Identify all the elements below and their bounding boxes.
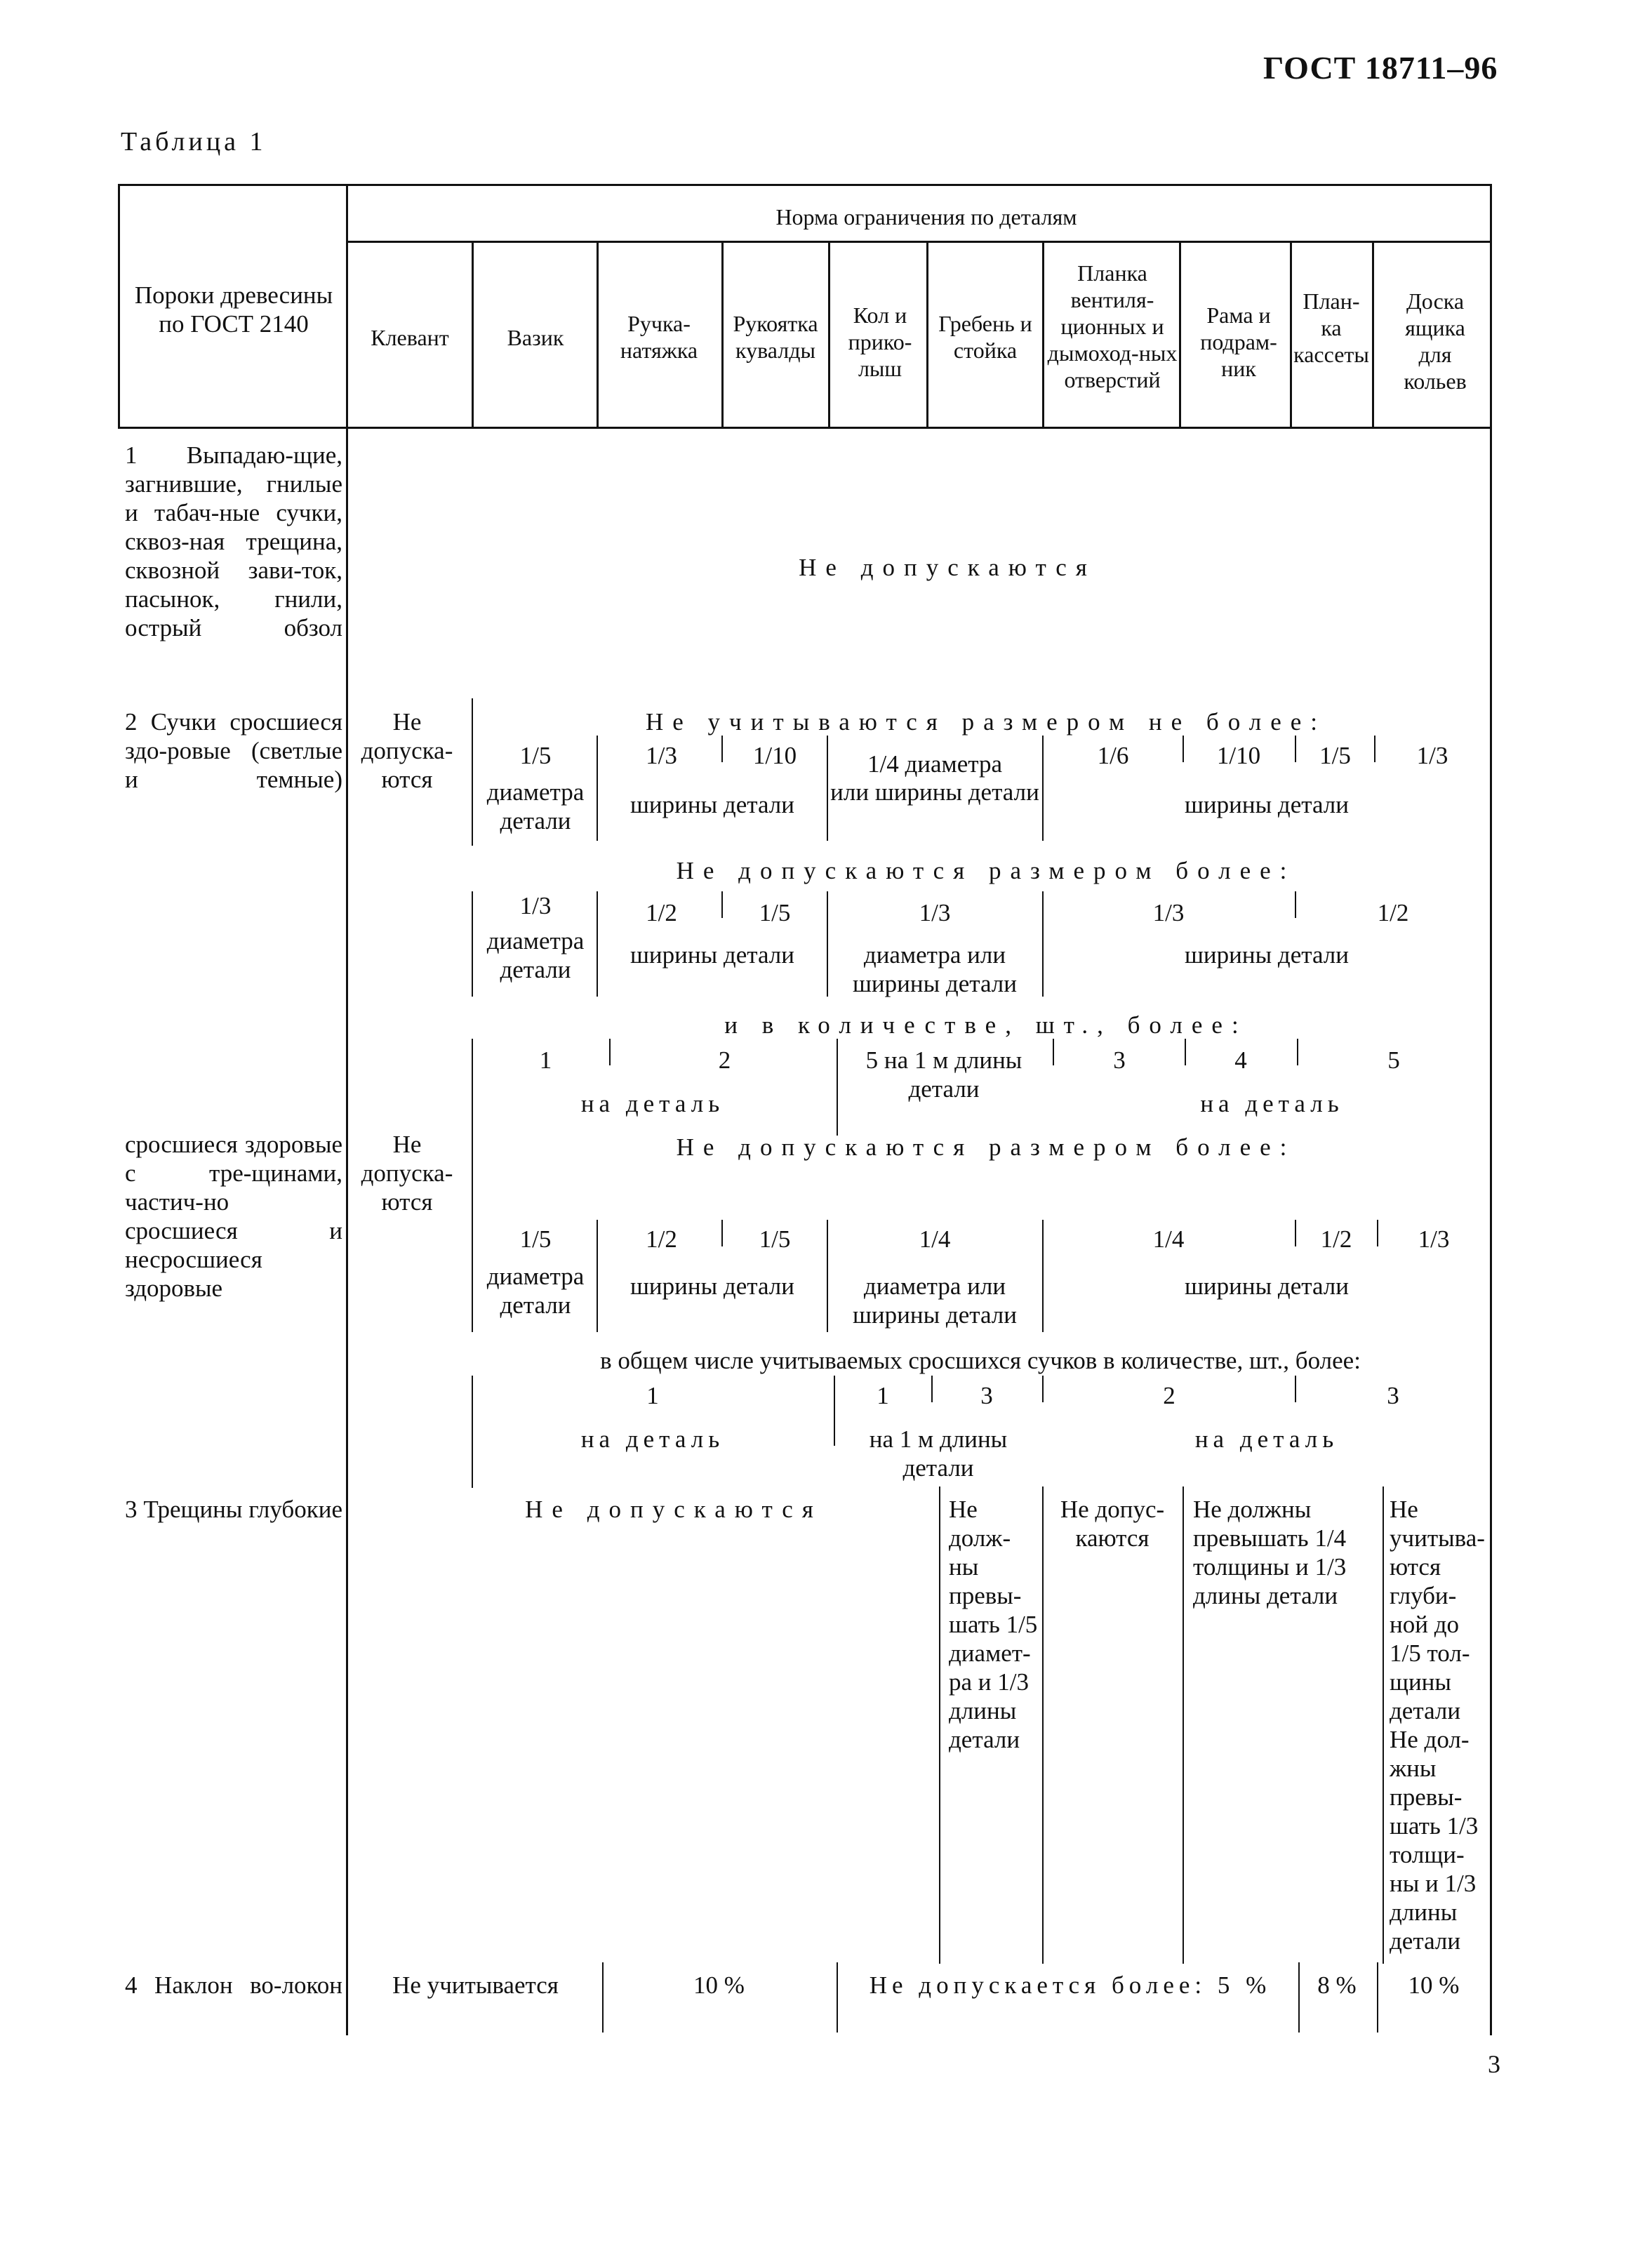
norm-group-header: Норма ограничения по деталям [775, 204, 1077, 230]
row2b-total-doska: 3 [1387, 1382, 1399, 1409]
col-header-kol: Кол и прико-лыш [848, 302, 912, 381]
row2-nc-width: ширины детали [630, 791, 794, 818]
row1-value: Не допускаются [799, 554, 1096, 581]
row2b-kasseta-fraction: 1/2 [1320, 1225, 1352, 1253]
row2b-not-allowed-head: Не допускаются размером более: [676, 1133, 1296, 1161]
row2b-vazik-unit: диаметра детали [486, 1263, 585, 1319]
row2-na-doska-fraction: 1/2 [1377, 899, 1409, 926]
row2b-width-2: ширины детали [1184, 1272, 1349, 1300]
col-header-planka: Планка вентиля-ционных и дымоход-ных отверстий [1047, 260, 1178, 392]
col-header-rukoyatka: Рукоятка кувалды [733, 311, 818, 363]
row4-klevant-vazik: Не учитывается [392, 1971, 559, 1999]
row2-na-width: ширины детали [630, 941, 794, 969]
row2-nc-planka-fraction: 1/6 [1097, 742, 1129, 769]
row2-label: 2 Сучки сросшиеся здо-ровые (светлые и темные) [125, 708, 342, 793]
row2b-label: сросшиеся здоровые с тре-щинами, частич-но сросшиеся и несросшиеся здоровые [125, 1131, 342, 1302]
row2b-klevant-value: Не допуска-ются [361, 1131, 453, 1216]
table-title: Таблица 1 [121, 127, 267, 157]
row2b-per-part: на деталь [580, 1425, 725, 1453]
row3-label: 3 Трещины глубокие [125, 1496, 342, 1523]
row2b-rukoyatka-fraction: 1/5 [759, 1225, 791, 1253]
row2-per-part: на деталь [580, 1090, 725, 1117]
row2-qty-doska: 5 [1387, 1046, 1400, 1074]
row2-na-ruchka-fraction: 1/2 [646, 899, 677, 926]
row2-na-rukoyatka-fraction: 1/5 [759, 899, 791, 926]
row2b-total-kol: 1 [877, 1382, 889, 1409]
row2-qty-ruchka: 2 [718, 1046, 731, 1074]
row2-na-width-2: ширины детали [1184, 941, 1349, 969]
row2b-per-meter: на 1 м длины детали [869, 1425, 1008, 1482]
row2-nc-kol-fraction: 1/4 диаметра [867, 750, 1002, 778]
row2-nc-rama-fraction: 1/10 [1216, 742, 1261, 769]
row2b-total-greben: 3 [980, 1382, 993, 1409]
row2-nc-doska-fraction: 1/3 [1416, 742, 1448, 769]
row2b-width: ширины детали [630, 1272, 794, 1300]
col-header-vazik: Вазик [507, 325, 564, 350]
row2-nc-kol-unit: или ширины детали [830, 778, 1039, 806]
row3-planka-value: Не допус-каются [1060, 1496, 1165, 1552]
row3-doska-value-b: Не дол-жны превы-шать 1/3 толщи-ны и 1/3 длины детали [1390, 1726, 1479, 1955]
row2-per-part-2: на деталь [1200, 1090, 1344, 1117]
row2b-total-vazik: 1 [646, 1382, 659, 1409]
col-header-kasseta: План-ка кассеты [1293, 288, 1369, 367]
col-header-klevant: Клевант [371, 325, 449, 350]
defects-column-header: Пороки древесины по ГОСТ 2140 [134, 281, 333, 338]
row2-not-allowed-head: Не допускаются размером более: [676, 857, 1296, 884]
row2-nc-vazik-unit: диаметра детали [486, 778, 585, 834]
row2b-planka-fraction: 1/4 [1152, 1225, 1185, 1253]
row2-nc-width-2: ширины детали [1184, 791, 1349, 818]
col-header-ruchka: Ручка-натяжка [620, 311, 698, 363]
row2-qty-rama: 4 [1234, 1046, 1247, 1074]
row4-kasseta: 8 % [1317, 1971, 1357, 1999]
row2b-doska-fraction: 1/3 [1418, 1225, 1450, 1253]
row2-na-planka-fraction: 1/3 [1152, 899, 1185, 926]
col-header-rama: Рама и подрам-ник [1200, 302, 1277, 381]
row2-na-kol-fraction: 1/3 [919, 899, 951, 926]
row2-klevant-value: Не допуска-ются [361, 708, 453, 793]
row2-not-counted-head: Не учитываются размером не более: [646, 708, 1326, 736]
col-header-doska: Доска ящика для кольев [1404, 288, 1467, 394]
row2b-total-planka: 2 [1163, 1382, 1175, 1409]
row2-qty-vazik: 1 [539, 1046, 552, 1074]
page-number: 3 [1488, 2050, 1500, 2078]
row2-na-kol-unit: диаметра или ширины детали [852, 941, 1017, 997]
row2b-vazik-fraction: 1/5 [519, 1225, 552, 1253]
row2-nc-rukoyatka-fraction: 1/10 [752, 742, 797, 769]
row2-qty-planka: 3 [1113, 1046, 1126, 1074]
row2-nc-vazik-fraction: 1/5 [519, 742, 552, 769]
row4-label: 4 Наклон во-локон [125, 1971, 342, 1999]
row1-label: 1 Выпадаю-щие, загнившие, гнилые и табач-ные сучки, сквоз-ная трещина, сквозной зави-ток, пасынок, гнили, острый обзол [125, 441, 342, 641]
row3-greben-value: Не долж-ны превы-шать 1/5 диамет-ра и 1/3 длины детали [949, 1496, 1038, 1753]
row4-middle: Не допускается более: 5 % [869, 1971, 1272, 1999]
row2-na-vazik-fraction: 1/3 [519, 892, 552, 919]
row4-ruchka-rukoyatka: 10 % [693, 1971, 745, 1999]
row2-quantity-head: и в количестве, шт., более: [724, 1011, 1248, 1039]
row3-doska-value-a: Не учитыва-ются глуби-ной до 1/5 тол-щины детали [1390, 1496, 1485, 1724]
row3-rama-kasseta-value: Не должны превышать 1/4 толщины и 1/3 длины детали [1193, 1496, 1347, 1609]
col-header-greben: Гребень и стойка [938, 311, 1032, 363]
row4-doska: 10 % [1408, 1971, 1460, 1999]
row2b-kol-unit: диаметра или ширины детали [852, 1272, 1017, 1329]
row2b-kol-fraction: 1/4 [919, 1225, 951, 1253]
row3-not-allowed: Не допускаются [525, 1496, 822, 1523]
row2b-ruchka-fraction: 1/2 [646, 1225, 677, 1253]
row2b-per-part-2: на деталь [1194, 1425, 1339, 1453]
document-id: ГОСТ 18711–96 [1263, 50, 1498, 86]
row2b-total-head: в общем числе учитываемых сросшихся сучков в количестве, шт., более: [600, 1347, 1361, 1374]
row2-na-vazik-unit: диаметра детали [486, 927, 585, 983]
row2-nc-kasseta-fraction: 1/5 [1319, 742, 1351, 769]
row2-nc-ruchka-fraction: 1/3 [646, 742, 677, 769]
row2-qty-kol: 5 на 1 м длины детали [865, 1046, 1022, 1103]
